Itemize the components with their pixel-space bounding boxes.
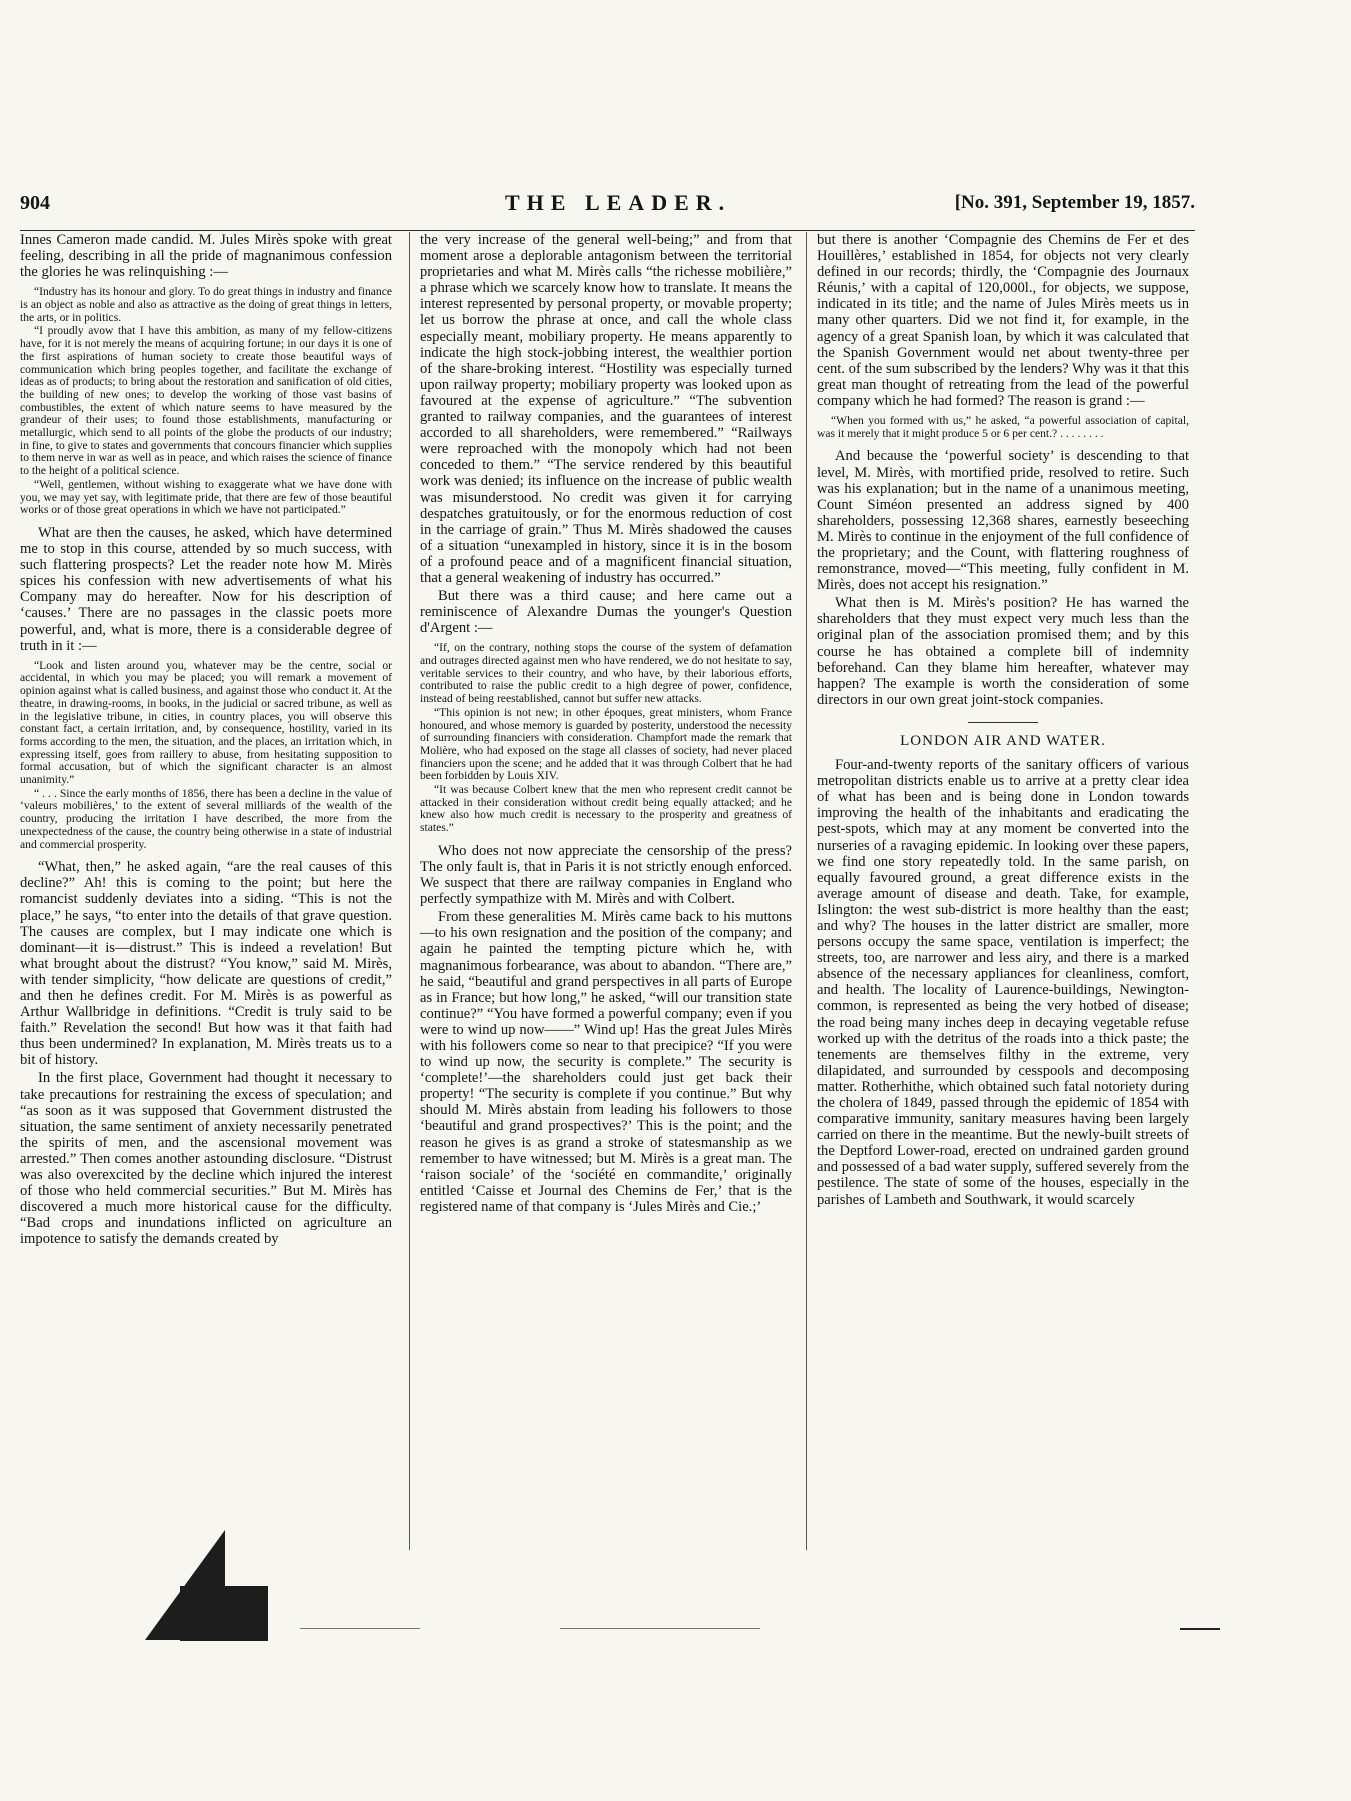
quote-paragraph: “When you formed with us,” he asked, “a powerful association of capital, was it merely that it might produce 5 or 6 per cent.? . . . . . . . . [817,414,1189,440]
quote-paragraph: “It was because Colbert knew that the men who represent credit cannot be attacked in their consideration without credit being equally attacked; and he knew also how much credit is necessary to the prosperity and greatness of states.” [420,783,792,835]
page-number: 904 [20,192,50,214]
paragraph: But there was a third cause; and here came out a reminiscence of Alexandre Dumas the younger's Question d'Argent :— [420,588,792,637]
quote-paragraph: “Industry has its honour and glory. To do great things in industry and finance is an object as noble and also as attractive as the doing of great things in letters, the arts, or in politics. [20,285,392,324]
scan-noise-line [1180,1628,1220,1630]
section-heading: LONDON AIR AND WATER. [900,732,1106,749]
paragraph: What are then the causes, he asked, which have determined me to stop in this course, attended by so much success, with such flattering prospects? Let the reader note how M. Mirès spices his confession with new advertisements of what his Company may do hereafter. Now for his description of ‘causes.’ There are no passages in the classic poets more powerful, and, what is more, there is a considerable degree of truth in it :— [20,524,392,654]
quote-paragraph: “ . . . Since the early months of 1856, there has been a decline in the value of ‘valeurs mobilières,’ to the extent of several milliards of the wealth of the country, producing the irritation I have described, the more from the unexpectedness of the cause, the country being otherwise in a state of industrial and commercial prosperity. [20,786,392,851]
paragraph: the very increase of the general well-being;” and from that moment arose a deplorable antagonism between the territorial proprietaries and what M. Mirès calls “the richesse mobilière,” a phrase which we scarcely know how to translate. It means the interest represented by personal property, or movable property; let us borrow the phrase at once, and call the whole class especially meant, mobiliary property. He means apparently to indicate the high stock-jobbing interest, the wealthier portion of the share-broking interest. “Hostility was especially turned upon railway property; mobiliary property was looked upon as favoured at the expense of agriculture.” “The subvention granted to railway companies, and the guarantees of interest accorded to all shareholders, were remembered.” “Railways were reproached with the monopoly which had not been conceded to them.” “The service rendered by this beautiful work was denied; its influence on the increase of public wealth was misunderstood. No credit was given it for carrying despatches gratuitously, or for the enormous reduction of cost in the carriage of grain.” Thus M. Mirès shadowed the causes of a situation “unexampled in history, since it is in the bosom of a profound peace and of a magnificent financial situation, that a general weakening of industry has occurred.” [420,232,792,586]
paragraph: “What, then,” he asked again, “are the real causes of this decline?” Ah! this is coming to the point; but here the romancist suddenly deviates into a siding. “This is not the place,” he says, “to enter into the details of that grave question. The causes are complex, but I may indicate one which is dominant—it is—distrust.” This is indeed a revelation! But what brought about the distrust? “You know,” said M. Mirès, with tender simplicity, “how delicate are questions of credit,” and then he defines credit. For M. Mirès is as powerful as Arthur Wallbridge in definitions. “Credit is truly said to be faith.” Revelation the second! But how was it that faith had thus been undermined? In explanation, M. Mirès treats us to a bit of history. [20,859,392,1069]
masthead-title: THE LEADER. [505,190,732,215]
block-quote [817,415,1189,440]
column-divider [806,232,807,1550]
scan-noise-line [300,1628,420,1629]
article-columns [20,232,1195,1550]
quote-paragraph: “If, on the contrary, nothing stops the course of the system of defamation and outrages directed against men who have rendered, we do not hesitate to say, veritable services to their country, and who have, by their laborious efforts, contributed to raise the public credit to a high degree of power, confidence, instead of being reestablished, cannot but suffer new attacks. [420,641,792,706]
quote-paragraph: “Well, gentlemen, without wishing to exaggerate what we have done with you, we may yet say, with legitimate pride, that there are few of those beautiful works or of those great operations in which we have not participated.” [20,477,392,517]
block-quote [20,660,392,852]
column-1 [20,232,392,1550]
paragraph: but there is another ‘Compagnie des Chemins de Fer et des Houillères,’ established in 1854, for objects not very clearly defined in our records; thirdly, the ‘Compagnie des Journaux Réunis,’ with a capital of 120,000l., for objects, we suppose, indicated in its title; and the name of Jules Mirès meets us in many other quarters. Did we not find it, for example, in the agency of a great Spanish loan, by which it was calculated that the Spanish Government would net about twenty-three per cent. of the sum subscribed by the lenders? Why was it that this great man thought of retreating from the lead of the powerful company which he had formed? The reason is grand :— [817,232,1189,409]
quote-paragraph: “I proudly avow that I have this ambition, as many of my fellow-citizens have, for it is not merely the means of acquiring fortune; in our days it is one of the first aspirations of human society to create those beautiful ways of communication which bring peoples together, and facilitate the exchange of ideas as of products; to bring about the restoration and sanification of old cities, the building of new ones; to develop the working of those vast basins of combustibles, the extent of which nature seems to have measured by the grandeur of their uses; to found those establishments, manufacturing or metallurgic, which send to all points of the globe the products of our industry; in fine, to give to states and governments that concours financier which supplies to them nerve in war as well as in peace, and which raises the science of finance to the height of a political science. [20,324,392,478]
paragraph: In the first place, Government had thought it necessary to take precautions for restraining the excess of speculation; and “as soon as it was supposed that Government distrusted the situation, the same sentiment of anxiety necessarily penetrated the spirits of men, and the ascensional movement was arrested.” Then comes another astounding disclosure. “Distrust was also overexcited by the decline which injured the interest of those who held commercial securities.” But M. Mirès has discovered a much more historical cause for the difficulty. “Bad crops and inundations inflicted on agriculture an impotence to satisfy the demands created by [20,1070,392,1248]
column-3 [817,232,1189,1550]
column-divider [409,232,410,1550]
paragraph: Who does not now appreciate the censorship of the press? The only fault is, that in Paris it is not strictly enough enforced. We suspect that there are railway companies in England who perfectly sympathize with M. Mirès and with Colbert. [420,842,792,908]
block-quote [420,642,792,835]
scan-noise-line [560,1628,760,1629]
section-divider [968,722,1038,723]
paragraph: From these generalities M. Mirès came back to his muttons—to his own resignation and the position of the company; and again he painted the tempting picture which he, with magnanimous forbearance, was about to abandon. “There are,” he said, “beautiful and grand perspectives in all parts of Europe as in France; but how long,” he asked, “will our transition state continue?” “You have formed a powerful company; even if you were to wind up now——” Wind up! Has the great Jules Mirès with his followers come so near to that precipice? “If you were to wind up now, the security is complete.” The security is ‘complete!’—the shareholders could just get back their property! “The security is complete if you continue.” But why should M. Mirès abstain from leading his followers to those ‘beautiful and grand prospectives?’ This is the point; and the reason he gives is as grand a stroke of statesmanship as we remember to have witnessed; but M. Mirès is a great man. The ‘raison sociale’ of the ‘société en commandite,’ originally entitled ‘Caisse et Journal des Chemins de Fer,’ that is the registered name of that company is ‘Jules Mirès and Cie.;’ [420,909,792,1215]
column-2 [420,232,792,1550]
quote-paragraph: “This opinion is not new; in other époques, great ministers, whom France honoured, and whose memory is guarded by posterity, understood the necessity of surrounding financiers with consideration. Champfort made the remark that Molière, who had exposed on the stage all classes of society, had never placed financiers upon the scene; and he added that it was through Colbert that he had been forbidden by Louis XIV. [420,705,792,783]
paragraph: Four-and-twenty reports of the sanitary officers of various metropolitan districts enable us to arrive at a pretty clear idea of what has been and is being done in London towards improving the health of the inhabitants and eradicating the pest-spots, which may at any moment be converted into the nurseries of a ravaging epidemic. In looking over these papers, we find one story repeatedly told. In the same parish, on equally favoured ground, a great difference exists in the average amount of disease and death. Take, for example, Islington: the west sub-district is more healthy than the east; and why? The houses in the latter district are smaller, more persons occupy the same space, ventilation is imperfect; the streets, too, are narrower and less airy, and there is a marked absence of the necessary appliances for cleanliness, comfort, and health. The locality of Laurence-buildings, Newington-common, is represented as being the very hotbed of disease; the road being many inches deep in decaying vegetable refuse worked up with the detritus of the roads into a thick paste; the tenements are themselves filthy in the extreme, very dilapidated, and surrounded by cesspools and decomposing matter. Rotherhithe, which obtained such fatal notoriety during the cholera of 1849, passed through the epidemic of 1854 with comparative immunity, sanitary measures having been largely carried on there in the meantime. But the newly-built streets of the Deptford Lower-road, erected on undrained garden ground and possessed of a bad water supply, suffered severely from the pestilence. The state of some of the houses, especially in the parishes of Lambeth and Southwark, it would scarcely [817,757,1189,1208]
newspaper-page [20,188,1195,1248]
issue-date: [No. 391, September 19, 1857. [954,192,1195,213]
scan-artifact-mark [180,1586,268,1641]
paragraph: And because the ‘powerful society’ is descending to that level, M. Mirès, with mortified pride, resolved to retire. Such was his explanation; but in the name of a unanimous meeting, Count Siméon presented an address signed by 400 shareholders, possessing 12,368 shares, earnestly beseeching M. Mirès to continue in the enjoyment of the full confidence of the proprietary; and the Count, with flattering roughness of remonstrance, moved—“This meeting, fully confident in M. Mirès, does not accept his resignation.” [817,448,1189,594]
paragraph: What then is M. Mirès's position? He has warned the shareholders that they must expect very much less than the original plan of the association promised them; and by this course he has obtained a complete bill of indemnity beforehand. Can they blame him hereafter, whatever may happen? The example is worth the consideration of some directors in our own great joint-stock companies. [817,595,1189,708]
paragraph: Innes Cameron made candid. M. Jules Mirès spoke with great feeling, describing in all the pride of magnanimous confession the glories he was relinquishing :— [20,232,392,281]
block-quote [20,286,392,517]
page-header [20,188,1195,231]
quote-paragraph: “Look and listen around you, whatever may be the centre, social or accidental, in which you may be placed; you will remark a movement of opinion against what is called business, and against those who conduct it. At the theatre, in drawing-rooms, in books, in the judicial or sacred tribune, as well as in the legislative tribune, in cities, in country places, you will observe this constant fact, a certain irritation, and, by consequence, hostility, varied in its forms according to the men, the situation, and the places, an irritation which, in expressing itself, goes from raillery to abuse, from hesitating supposition to formal accusation, but of which the significant character is an almost unanimity.” [20,658,392,787]
